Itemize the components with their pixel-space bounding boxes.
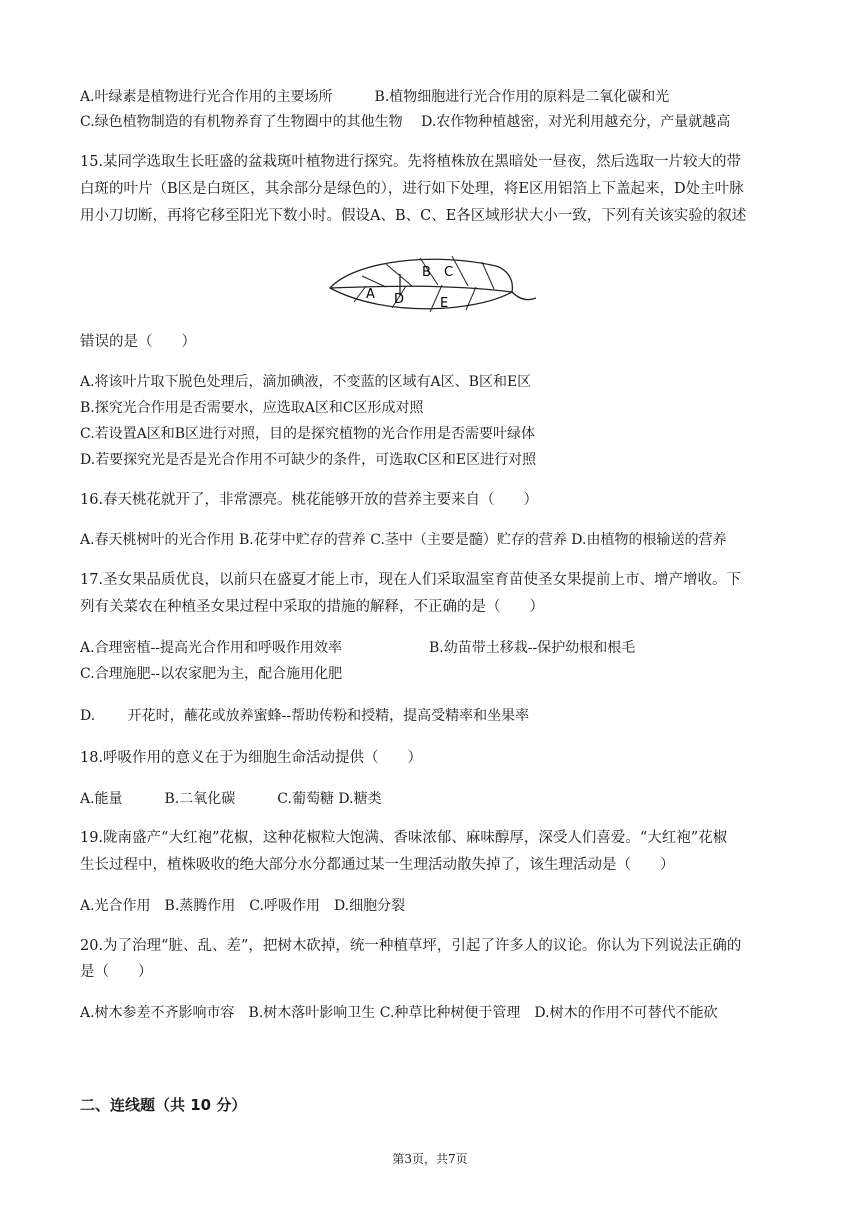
q17-option-c: C.合理施肥--以农家肥为主，配合施用化肥 xyxy=(80,666,343,682)
leaf-diagram xyxy=(326,252,538,318)
q19-stem-line-1: 19.陇南盛产“大红袍”花椒，这种花椒粒大饱满、香味浓郁、麻味醇厚，深受人们喜爱。“大红袍”花椒 xyxy=(80,830,728,846)
q18-stem: 18.呼吸作用的意义在于为细胞生命活动提供（ ） xyxy=(80,750,423,766)
leaf-label-d: D xyxy=(394,292,405,307)
leaf-label-b: B xyxy=(422,265,431,280)
section-2-title: 二、连线题（共 10 分） xyxy=(80,1096,247,1114)
q15-option-b: B.探究光合作用是否需要水，应选取A区和C区形成对照 xyxy=(80,400,424,416)
q16-stem: 16.春天桃花就开了，非常漂亮。桃花能够开放的营养主要来自（ ） xyxy=(80,492,539,508)
leaf-label-e: E xyxy=(440,296,449,311)
q18-options: A.能量 B.二氧化碳 C.葡萄糖 D.糖类 xyxy=(80,791,382,807)
q15-stem-line-4: 错误的是（ ） xyxy=(80,334,196,350)
q17-stem-line-1: 17.圣女果品质优良，以前只在盛夏才能上市，现在人们采取温室育苗使圣女果提前上市、增产增收。下 xyxy=(80,572,742,588)
q19-stem-line-2: 生长过程中，植株吸收的绝大部分水分都通过某一生理活动散失掉了，该生理活动是（ ） xyxy=(80,857,675,873)
q15-stem-line-3: 用小刀切断，再将它移至阳光下数小时。假设A、B、C、E各区域形状大小一致，下列有关该实验的叙述 xyxy=(80,208,747,224)
q17-stem-line-2: 列有关菜农在种植圣女果过程中采取的措施的解释，不正确的是（ ） xyxy=(80,599,544,615)
q14-option-row-2: C.绿色植物制造的有机物养育了生物圈中的其他生物 D.农作物种植越密，对光利用越充分，产量就越高 xyxy=(80,114,731,130)
q14-option-row-1: A.叶绿素是植物进行光合作用的主要场所 B.植物细胞进行光合作用的原料是二氧化碳和光 xyxy=(80,89,670,105)
leaf-label-c: C xyxy=(444,265,454,280)
q15-stem-line-1: 15.某同学选取生长旺盛的盆栽斑叶植物进行探究。先将植株放在黑暗处一昼夜，然后选取一片较大的带 xyxy=(80,154,742,170)
q17-option-a: A.合理密植--提高光合作用和呼吸作用效率 xyxy=(80,640,343,656)
page-number: 第3页，共7页 xyxy=(392,1152,468,1166)
q15-option-c: C.若设置A区和B区进行对照，目的是探究植物的光合作用是否需要叶绿体 xyxy=(80,426,536,442)
leaf-label-a: A xyxy=(366,287,375,302)
q19-options: A.光合作用 B.蒸腾作用 C.呼吸作用 D.细胞分裂 xyxy=(80,898,406,914)
q17-option-b: B.幼苗带土移栽--保护幼根和根毛 xyxy=(429,640,636,656)
q17-option-d: D. 开花时，蘸花或放养蜜蜂--帮助传粉和授精，提高受精率和坐果率 xyxy=(80,708,530,724)
q20-stem-line-1: 20.为了治理“脏、乱、差”，把树木砍掉，统一种植草坪，引起了许多人的议论。你认为下列说法正确的 xyxy=(80,938,742,954)
q15-option-a: A.将该叶片取下脱色处理后，滴加碘液，不变蓝的区域有A区、B区和E区 xyxy=(80,374,532,390)
q20-stem-line-2: 是（ ） xyxy=(80,964,153,980)
q15-option-d: D.若要探究光是否是光合作用不可缺少的条件，可选取C区和E区进行对照 xyxy=(80,452,537,468)
q20-options: A.树木参差不齐影响市容 B.树木落叶影响卫生 C.种草比种树便于管理 D.树木的作用不可替代不能砍 xyxy=(80,1005,718,1021)
q16-options: A.春天桃树叶的光合作用 B.花芽中贮存的营养 C.茎中（主要是髓）贮存的营养 D.由植物的根输送的营养 xyxy=(80,532,727,548)
q15-stem-line-2: 白斑的叶片（B区是白斑区，其余部分是绿色的），进行如下处理，将E区用铝箔上下盖起来，D处主叶脉 xyxy=(80,181,744,197)
